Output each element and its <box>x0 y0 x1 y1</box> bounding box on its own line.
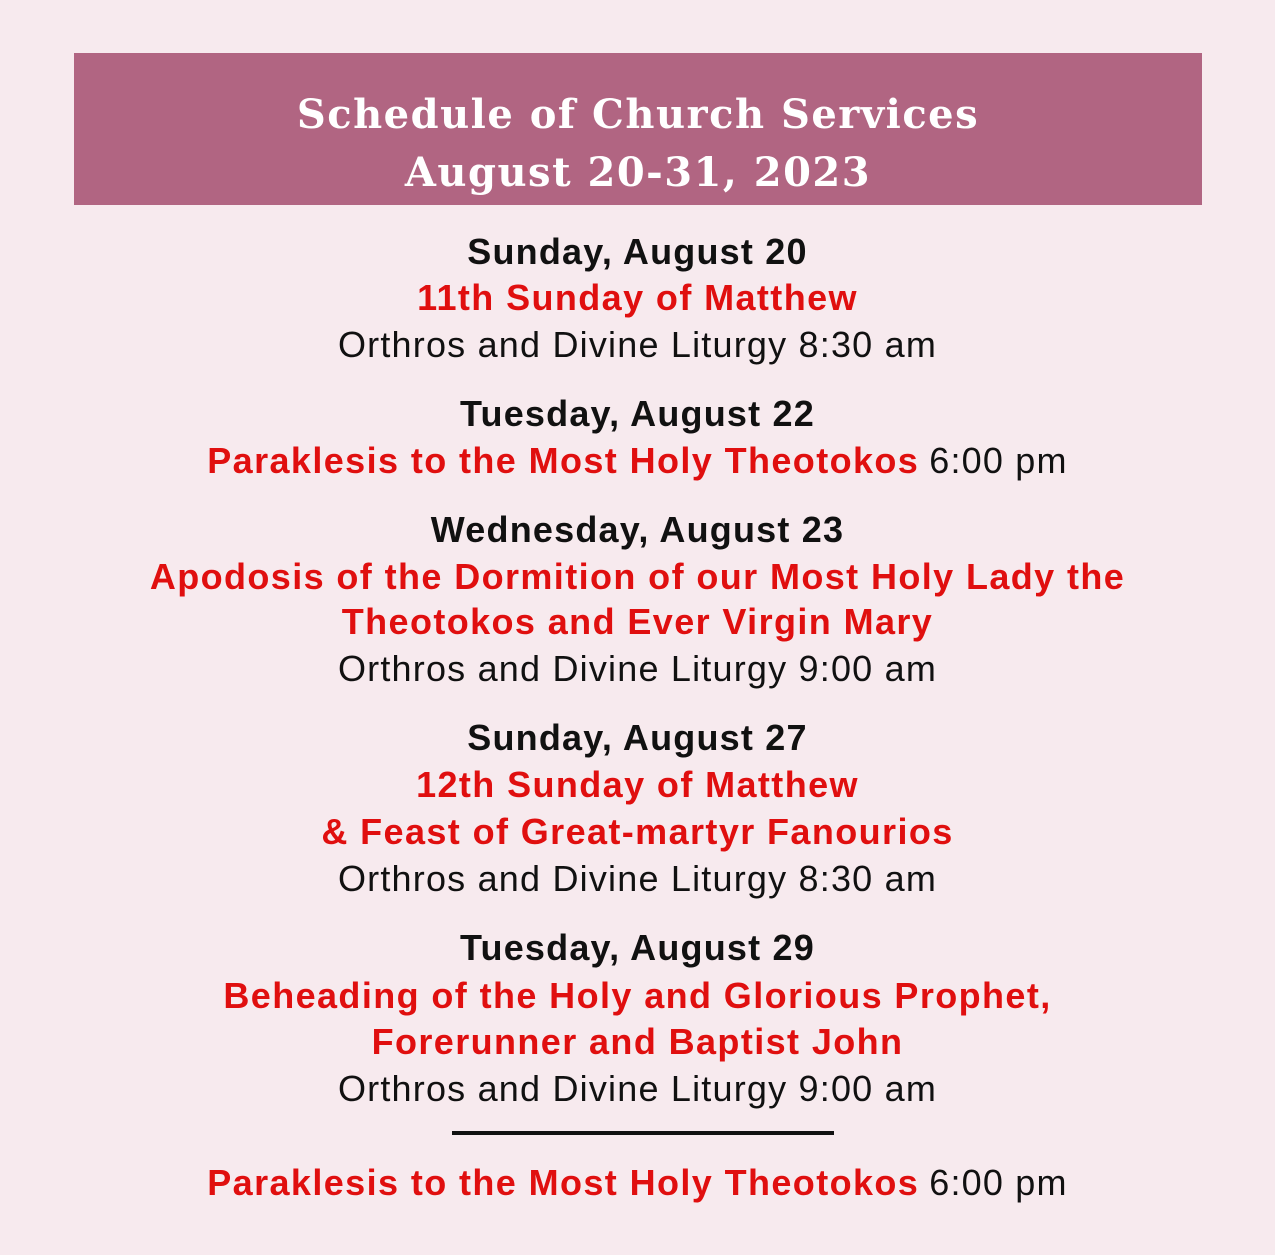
schedule-date-range: August 20-31, 2023 <box>404 149 872 196</box>
event-feast: Paraklesis to the Most Holy Theotokos <box>207 1162 920 1203</box>
event-service: Orthros and Divine Liturgy 8:30 am <box>337 858 938 899</box>
event-service: Orthros and Divine Liturgy 8:30 am <box>337 324 938 365</box>
event-service: Orthros and Divine Liturgy 9:00 am <box>337 1068 938 1109</box>
event-time: 6:00 pm <box>929 1162 1068 1203</box>
event-feast: 11th Sunday of Matthew <box>417 277 858 318</box>
event-time: 6:00 pm <box>929 440 1068 481</box>
event-date: Tuesday, August 22 <box>459 393 815 434</box>
event-feast: Beheading of the Holy and Glorious Prophet, <box>223 975 1052 1016</box>
event-service: Orthros and Divine Liturgy 9:00 am <box>337 648 938 689</box>
event-date: Sunday, August 20 <box>467 231 808 272</box>
event-date: Sunday, August 27 <box>467 717 808 758</box>
event-feast: Paraklesis to the Most Holy Theotokos <box>207 440 920 481</box>
schedule-title: Schedule of Church Services <box>296 91 980 138</box>
event-date: Wednesday, August 23 <box>430 509 845 550</box>
event-feast: Apodosis of the Dormition of our Most Holy Lady the <box>149 556 1126 597</box>
section-divider <box>452 1131 834 1135</box>
event-feast: Forerunner and Baptist John <box>371 1021 904 1062</box>
event-feast: Theotokos and Ever Virgin Mary <box>341 601 934 642</box>
event-feast: & Feast of Great-martyr Fanourios <box>321 811 954 852</box>
event-feast: 12th Sunday of Matthew <box>416 764 859 805</box>
event-feast-with-time <box>0 439 1275 483</box>
event-feast-with-time <box>0 1161 1275 1205</box>
schedule-header <box>74 53 1202 205</box>
event-date: Tuesday, August 29 <box>459 927 815 968</box>
